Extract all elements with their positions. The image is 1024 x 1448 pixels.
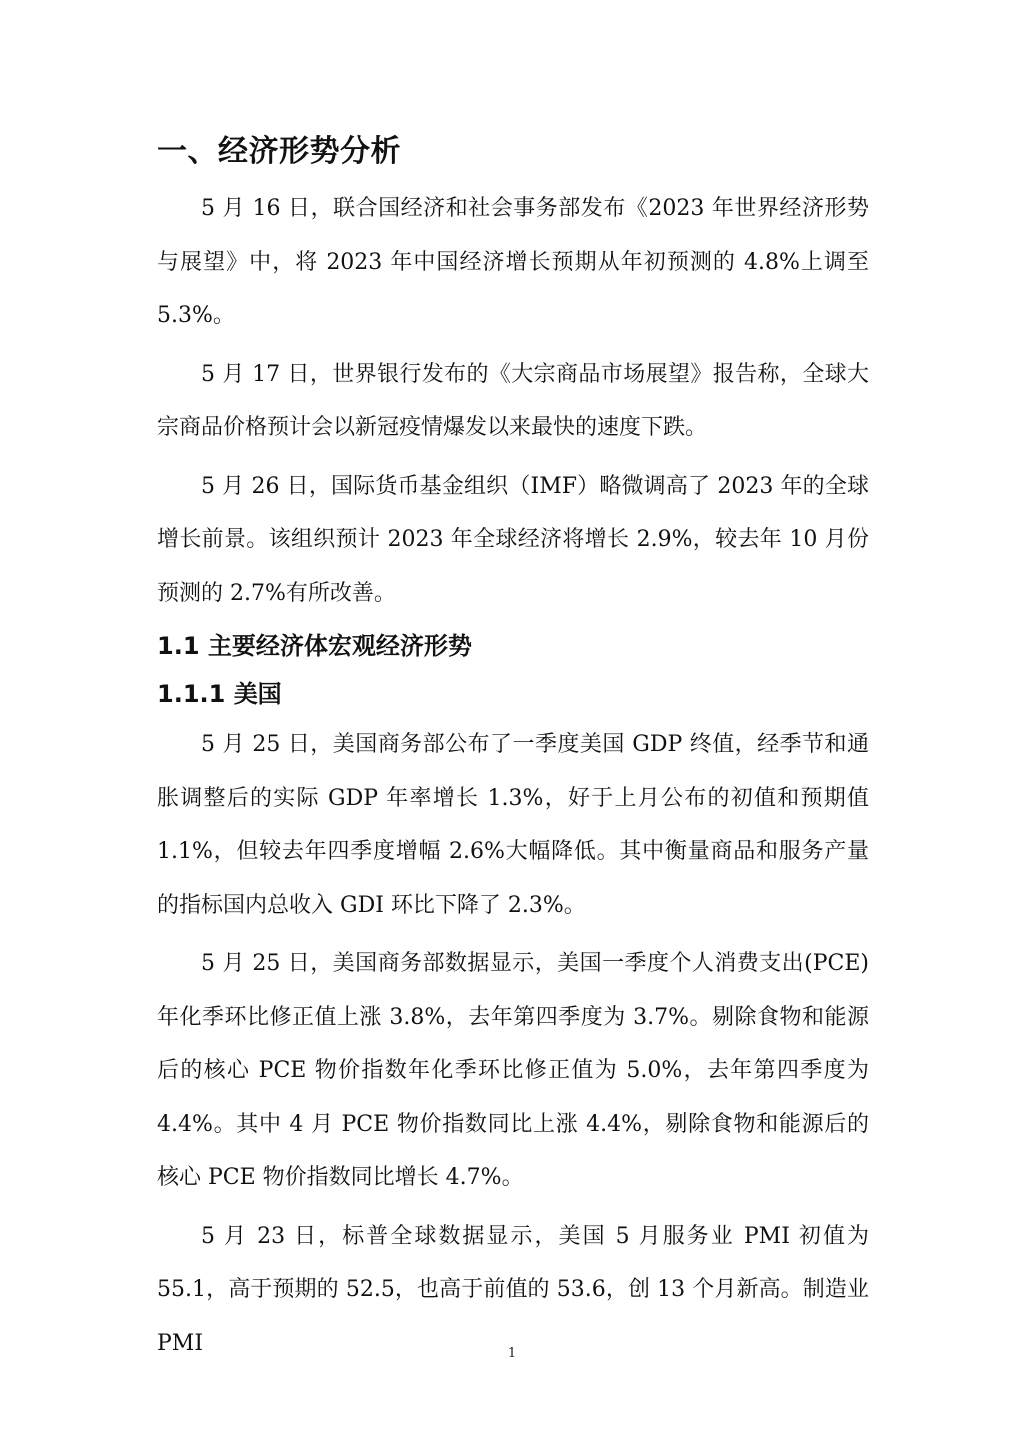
paragraph: 5 月 25 日，美国商务部数据显示，美国一季度个人消费支出(PCE)年化季环比修正值上涨 3.8%，去年第四季度为 3.7%。剔除食物和能源后的核心 PCE 物价指数年化季环比修正值为 5.0%，去年第四季度为 4.4%。其中 4 月 PCE 物价指数同比上涨 4.4%，剔除食物和能源后的核心 PCE 物价指数同比增长 4.7%。 bbox=[157, 951, 869, 1190]
section-heading: 一、经济形势分析 bbox=[157, 134, 401, 169]
paragraph: 5 月 23 日，标普全球数据显示，美国 5 月服务业 PMI 初值为 55.1，高于预期的 52.5，也高于前值的 53.6，创 13 个月新高。制造业 PMI bbox=[157, 1223, 869, 1356]
subsection-heading: 1.1 主要经济体宏观经济形势 bbox=[157, 632, 472, 660]
subsubsection-heading: 1.1.1 美国 bbox=[157, 680, 282, 708]
page-number: 1 bbox=[507, 1346, 517, 1361]
paragraph: 5 月 25 日，美国商务部公布了一季度美国 GDP 终值，经季节和通胀调整后的实际 GDP 年率增长 1.3%，好于上月公布的初值和预期值 1.1%，但较去年四季度增幅 2.6%大幅降低。其中衡量商品和服务产量的指标国内总收入 GDI 环比下降了 2.3%。 bbox=[157, 732, 869, 918]
page-content bbox=[157, 130, 869, 1375]
paragraph: 5 月 26 日，国际货币基金组织（IMF）略微调高了 2023 年的全球增长前景。该组织预计 2023 年全球经济将增长 2.9%，较去年 10 月份预测的 2.7%有所改善。 bbox=[157, 473, 869, 606]
paragraph: 5 月 16 日，联合国经济和社会事务部发布《2023 年世界经济形势与展望》中，将 2023 年中国经济增长预期从年初预测的 4.8%上调至 5.3%。 bbox=[157, 196, 869, 328]
paragraph: 5 月 17 日，世界银行发布的《大宗商品市场展望》报告称，全球大宗商品价格预计会以新冠疫情爆发以来最快的速度下跌。 bbox=[157, 361, 869, 440]
